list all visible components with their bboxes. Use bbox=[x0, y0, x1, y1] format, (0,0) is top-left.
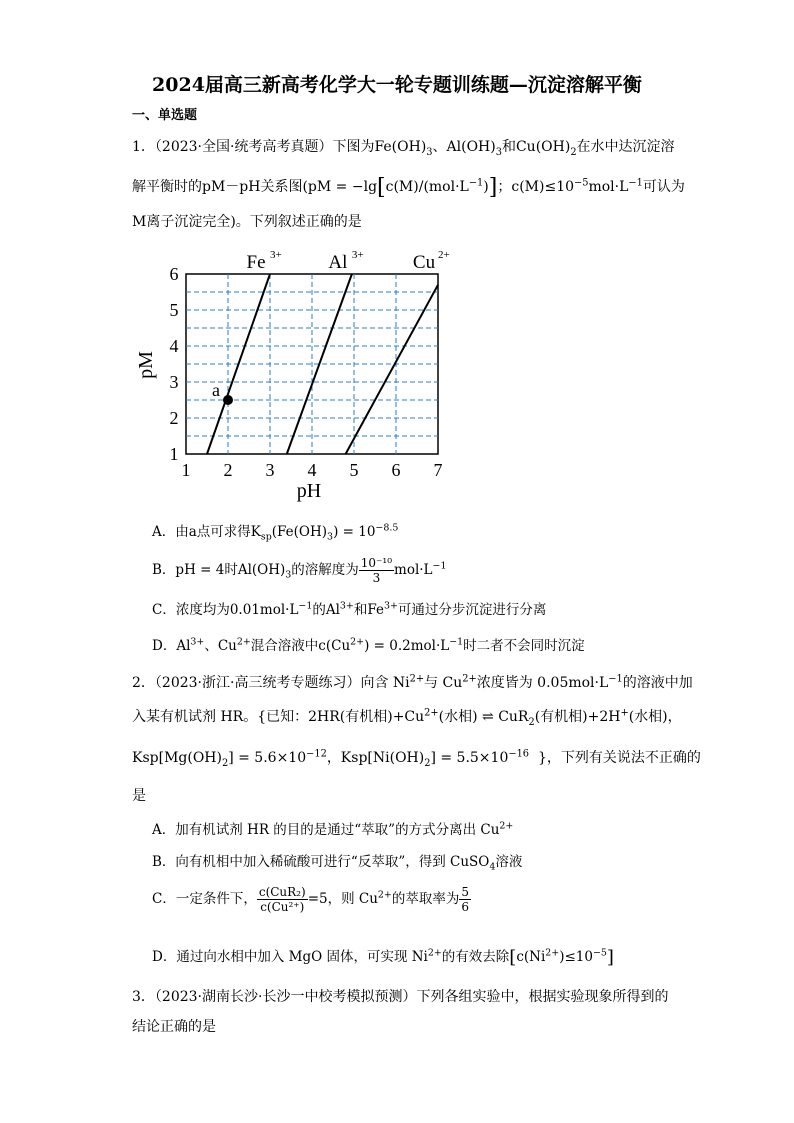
q3-line1: 3．（2023·湖南长沙·长沙一中校考模拟预测）下列各组实验中，根据实验现象所得到的 bbox=[132, 989, 669, 1005]
point-a-label: a bbox=[212, 380, 220, 400]
series-charge-al: 3+ bbox=[351, 249, 364, 261]
q1-option-a[interactable]: A．由a点可求得$K_{sp}(Fe(OH)_3) = 10^{-8.5}$ bbox=[152, 522, 399, 543]
series-charge-fe: 3+ bbox=[270, 249, 282, 261]
x-tick-label: 1 bbox=[181, 460, 191, 480]
q2-option-b[interactable]: B．向有机相中加入稀硫酸可进行“反萃取”，得到 CuSO$_4$溶液 bbox=[152, 854, 523, 873]
q1-option-d[interactable]: D．$Al^{3+}$、$Cu^{2+}$混合溶液中$c(Cu^{2+}) = 0.2mol\cdot L^{-1}$时二者不会同时沉淀 bbox=[152, 636, 585, 654]
series-line-cu bbox=[346, 285, 438, 454]
q2-line1: 2．（2023·浙江·高三统考专题练习）向含 $Ni^{2+}$与 $Cu^{2+}$浓度皆为 $0.05mol\cdot L^{-1}$的溶液中加 bbox=[132, 673, 693, 691]
x-axis-label: pH bbox=[296, 480, 322, 502]
series-label-cu: Cu bbox=[412, 252, 436, 273]
q1-line1: 1．（2023·全国·统考高考真题）下图为$Fe(OH)_3$、$Al(OH)_3$和$Cu(OH)_2$在水中达沉淀溶 bbox=[132, 139, 675, 158]
series-label-fe: Fe bbox=[246, 252, 266, 273]
pm-ph-chart bbox=[128, 245, 498, 505]
x-tick-label: 2 bbox=[223, 460, 233, 480]
y-tick-label: 2 bbox=[169, 408, 179, 428]
point-a bbox=[223, 395, 233, 405]
y-tick-label: 6 bbox=[169, 264, 179, 284]
x-tick-label: 4 bbox=[307, 460, 317, 480]
q2-option-d[interactable]: D．通过向水相中加入 MgO 固体，可实现 $Ni^{2+}$的有效去除$[c(Ni^{2+})\le 10^{-5}]$ bbox=[152, 947, 614, 968]
dashed-grid bbox=[186, 274, 438, 454]
y-tick-label: 3 bbox=[169, 372, 179, 392]
q2-line3: $Ksp[Mg(OH)_2] = 5.6\times 10^{-12}$，$Ksp[Ni(OH)_2] = 5.5\times 10^{-16}$ }，下列有关说法不正确的 bbox=[132, 748, 701, 769]
series-label-al: Al bbox=[328, 252, 348, 273]
document-title: 2024届高三新高考化学大一轮专题训练题—沉淀溶解平衡 bbox=[152, 74, 642, 96]
y-axis-label: pM bbox=[135, 351, 157, 379]
q2-line4: 是 bbox=[132, 788, 146, 804]
y-tick-label: 5 bbox=[169, 300, 179, 320]
series-charge-cu: 2+ bbox=[438, 249, 450, 261]
q3-line2: 结论正确的是 bbox=[132, 1019, 216, 1035]
x-tick-label: 7 bbox=[433, 460, 443, 480]
q2-option-a[interactable]: A．加有机试剂 HR 的目的是通过“萃取”的方式分离出 $Cu^{2+}$ bbox=[152, 820, 514, 838]
x-tick-label: 5 bbox=[349, 460, 359, 480]
q1-option-b[interactable]: B．pH = 4时$Al(OH)_3$的溶解度为 $\frac{\text{10⁻¹⁰}}{3}$ $mol\cdot L^{-1}$ bbox=[152, 556, 447, 585]
q2-option-c[interactable]: C．一定条件下， $\frac{\text{c(CuR₂)}}{\text{c(Cu²⁺)}}$ =5，则 $Cu^{2+}$的萃取率为 $\frac{5}{6}$ bbox=[152, 885, 469, 914]
q1-option-c[interactable]: C．浓度均为$0.01mol\cdot L^{-1}$的$Al^{3+}$和$Fe^{3+}$可通过分步沉淀进行分离 bbox=[152, 600, 547, 618]
q1-line2: 解平衡时的pM－pH关系图($pM = -\lg[c(M)/(mol\cdot L^{-1})]$；$c(M)\le 10^{-5}mol\cdot L^{-1}$可认为 bbox=[132, 175, 685, 200]
y-tick-label: 1 bbox=[169, 444, 179, 464]
y-tick-label: 4 bbox=[169, 336, 179, 356]
x-tick-label: 6 bbox=[391, 460, 401, 480]
x-tick-label: 3 bbox=[265, 460, 275, 480]
q2-line2: 入某有机试剂 HR。{已知：2HR(有机相)$+Cu^{2+}$(水相) ⇌ CuR$_2$(有机相)+2H+(水相)， bbox=[132, 707, 682, 728]
q1-line3: M离子沉淀完全)。下列叙述正确的是 bbox=[132, 214, 362, 230]
section-heading: 一、单选题 bbox=[132, 108, 198, 123]
